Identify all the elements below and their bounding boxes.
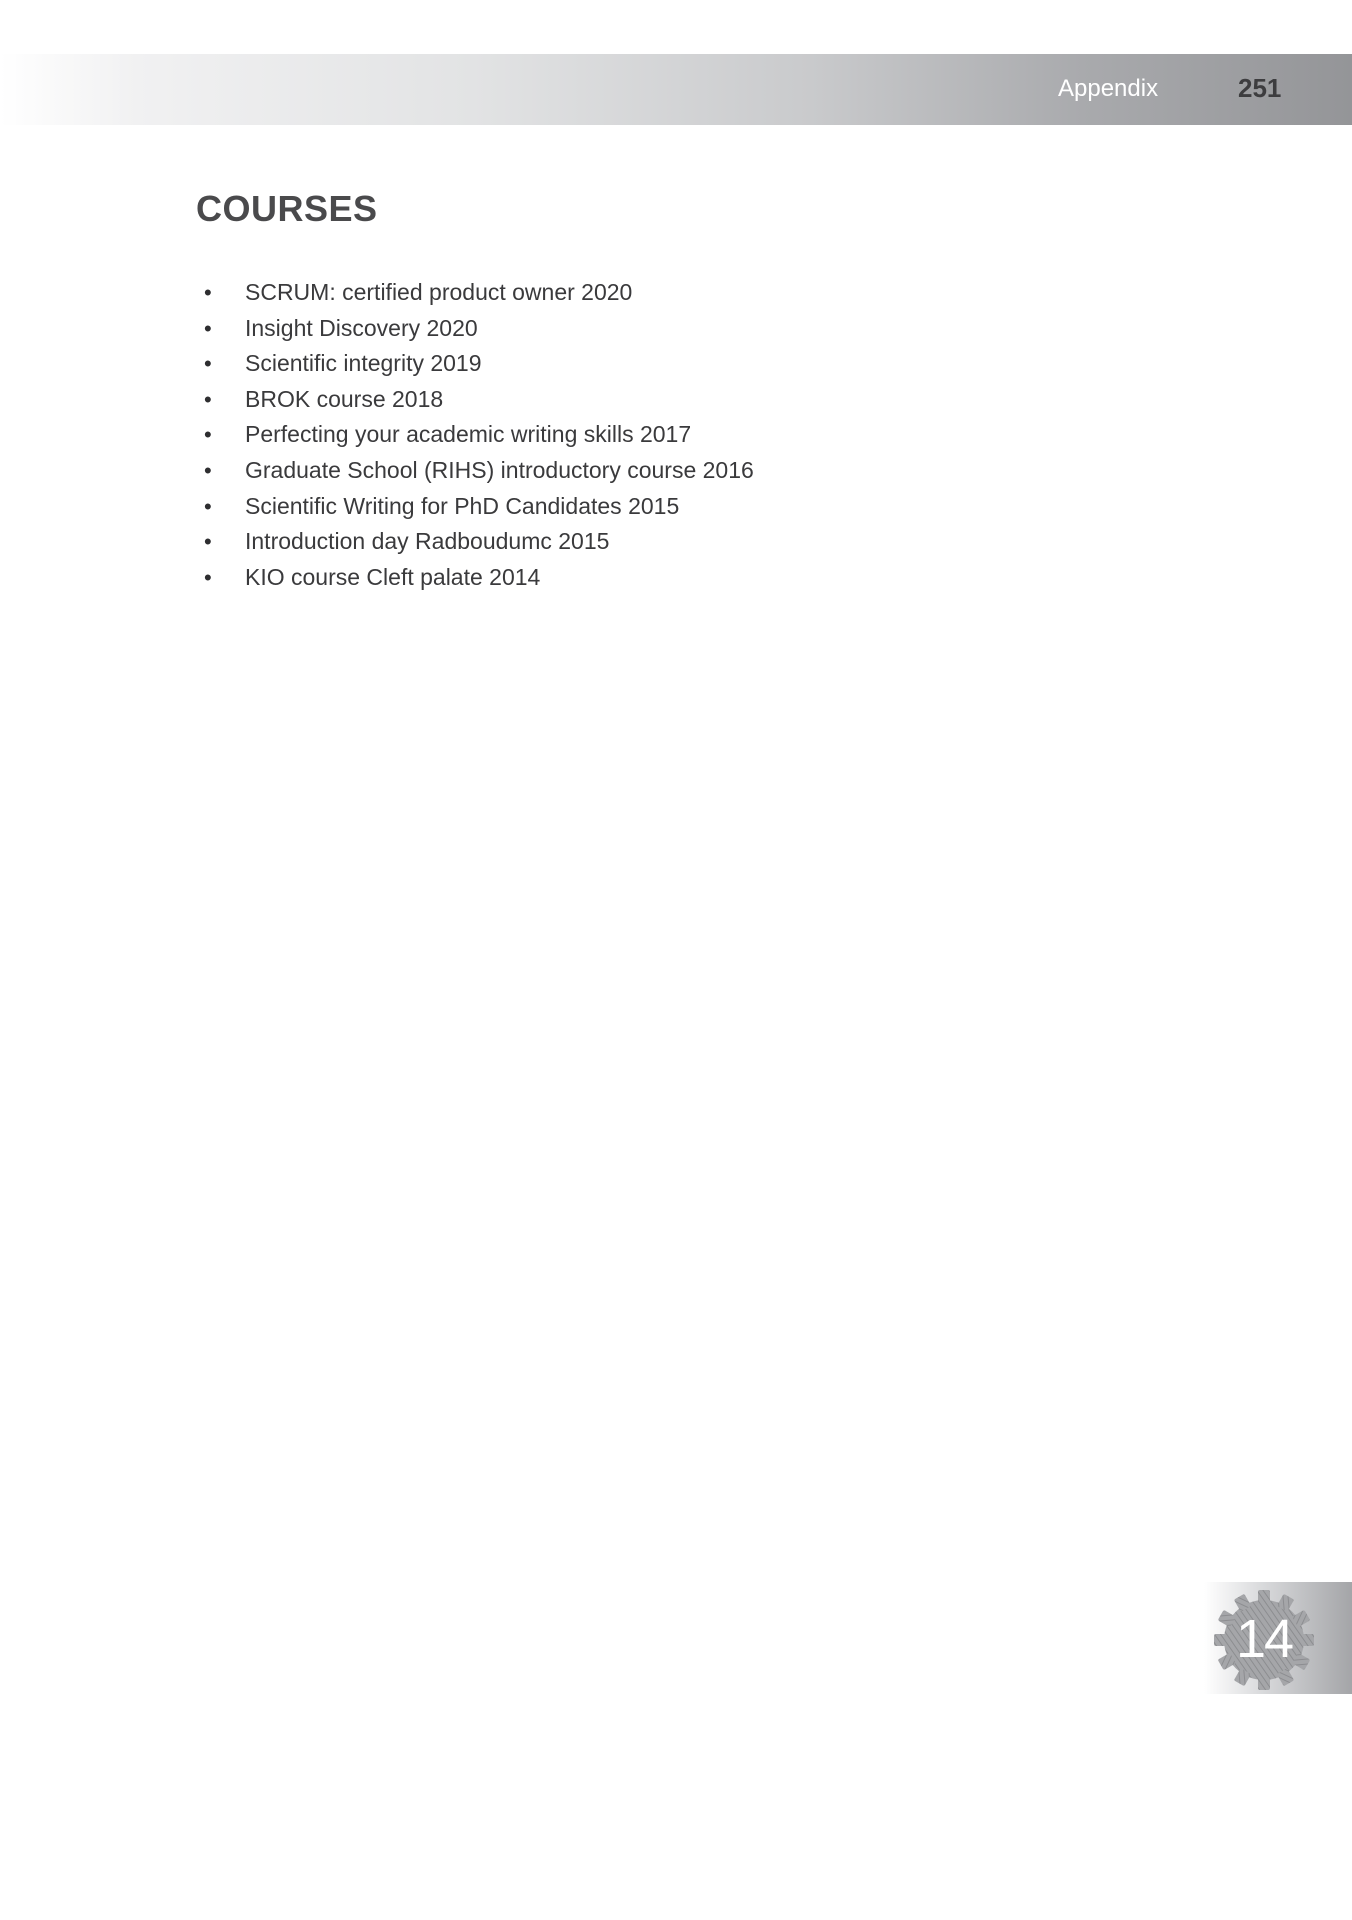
running-head: Appendix	[1058, 75, 1159, 102]
list-item	[196, 311, 754, 347]
course-label: Introduction day Radboudumc 2015	[245, 528, 610, 555]
course-label: SCRUM: certified product owner 2020	[245, 279, 633, 305]
bullet-icon: •	[204, 386, 212, 412]
bullet-icon: •	[204, 422, 212, 448]
list-item	[196, 275, 754, 311]
chapter-number: 14	[1235, 1609, 1293, 1669]
course-label: Perfecting your academic writing skills 2017	[245, 421, 692, 448]
course-label: Insight Discovery 2020	[245, 314, 478, 341]
bullet-icon: •	[204, 457, 212, 483]
list-item	[196, 453, 754, 489]
bullet-icon: •	[204, 280, 212, 305]
list-item	[196, 346, 754, 382]
course-label: BROK course 2018	[245, 385, 444, 412]
bullet-icon: •	[204, 315, 212, 341]
list-item	[196, 417, 754, 453]
bullet-icon: •	[204, 564, 212, 590]
section-title: COURSES	[196, 188, 378, 229]
course-label: KIO course Cleft palate 2014	[245, 563, 541, 590]
course-label: Scientific Writing for PhD Candidates 2015	[245, 492, 680, 519]
page-number: 251	[1238, 73, 1282, 103]
course-label: Scientific integrity 2019	[245, 350, 482, 377]
bullet-icon: •	[204, 493, 212, 519]
list-item	[196, 524, 754, 560]
course-label: Graduate School (RIHS) introductory course 2016	[245, 456, 754, 483]
bullet-icon: •	[204, 529, 212, 555]
list-item	[196, 560, 754, 596]
list-item	[196, 489, 754, 525]
list-item	[196, 382, 754, 418]
course-list	[196, 275, 754, 595]
bullet-icon: •	[204, 351, 212, 377]
